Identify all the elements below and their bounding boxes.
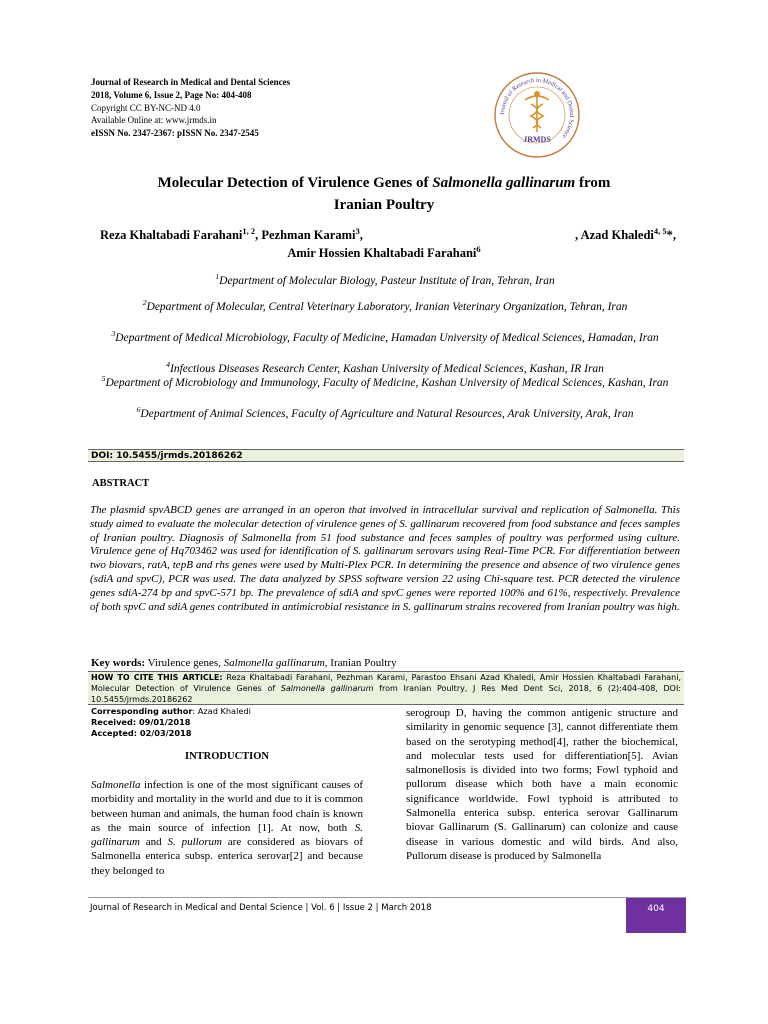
author-2: Pezhman Karami: [261, 228, 356, 242]
authors-group-1: [100, 226, 363, 244]
affil-text: Department of Microbiology and Immunology, Faculty of Medicine, Kashan University of Medical Sciences, Kashan, Iran: [105, 377, 669, 389]
affil-sup: 3: [111, 329, 116, 339]
abstract-heading: ABSTRACT: [92, 478, 150, 489]
author-4-sup: 6: [476, 243, 481, 254]
intro-right-column: serogroup D, having the common antigenic structure and similarity in genomic sequence [3], cannot differentiate them based on the serotyping method[4], rather the biochemical, and molecular tests used for differentiation[5]. Avian salmonellosis is divided into two forms; Fowl typhoid and pullorum disease which both have a main economic significance worldwide. Fowl typhoid is attributed to Salmonella enterica subsp. enterica serovar Gallinarum biovar Gallinarum (S. Gallinarum) can colonize and cause disease in various domestic and wild birds. And also, Pullorum disease is produced by Salmonella: [406, 707, 678, 862]
introduction-heading: INTRODUCTION: [184, 751, 269, 762]
page-number: 404: [626, 898, 686, 933]
author-3-pre: ,: [575, 228, 581, 242]
keyword-3: , Iranian Poultry: [324, 657, 397, 669]
logo-abbr: JRMDS: [523, 135, 551, 144]
cite-label: HOW TO CITE THIS ARTICLE:: [91, 673, 223, 682]
affil-sup: 4: [166, 360, 170, 370]
intro-italic-3: S. pullorum: [167, 836, 222, 849]
corr-value: : Azad Khaledi: [192, 706, 251, 716]
author-3-sup: 4, 5: [653, 225, 667, 236]
affiliation-6: [90, 407, 680, 422]
how-to-cite: [88, 671, 684, 705]
copyright: Copyright CC BY-NC-ND 4.0: [91, 102, 201, 113]
title-italic: Salmonella gallinarum: [432, 175, 576, 191]
affiliation-2: [90, 300, 680, 315]
journal-header: [91, 76, 290, 140]
intro-italic-2: S. gallinarum: [91, 821, 363, 849]
doi-bar[interactable]: DOI: 10.5455/jrmds.20186262: [88, 449, 684, 462]
authors-group-2: [575, 226, 676, 244]
issn: eISSN No. 2347-2367: pISSN No. 2347-2545: [91, 128, 259, 139]
affil-sup: 1: [215, 272, 220, 282]
journal-logo: [492, 70, 582, 160]
affil-sup: 6: [136, 405, 141, 415]
affil-text: Department of Animal Sciences, Faculty of Agriculture and Natural Resources, Arak University, Arak, Iran: [140, 408, 634, 420]
accepted-date: Accepted: 02/03/2018: [91, 728, 192, 738]
online-link[interactable]: Available Online at: www.jrmds.in: [91, 115, 217, 126]
author-4: Amir Hossien Khaltabadi Farahani: [287, 246, 477, 260]
title-part2: from: [575, 175, 611, 191]
affil-text: Department of Molecular Biology, Pasteur Institute of Iran, Tehran, Iran: [219, 275, 555, 287]
corresponding-author: [91, 706, 251, 717]
affil-sup: 5: [101, 374, 106, 384]
affil-text: Department of Molecular, Central Veterinary Laboratory, Iranian Veterinary Organization, Tehran, Iran: [146, 301, 628, 313]
journal-issue: 2018, Volume 6, Issue 2, Page No: 404-408: [91, 89, 252, 100]
title-part1: Molecular Detection of Virulence Genes of: [157, 175, 433, 191]
author-1-sup: 1, 2: [242, 225, 256, 236]
intro-text-1: infection is one of the most significant causes of morbidity and mortality in the world and due to it is common between human and animals, the human food chain is known as the main source of infection [1]. At now, both: [91, 779, 363, 834]
intro-italic-1: Salmonella: [91, 779, 141, 791]
affil-text: Department of Medical Microbiology, Faculty of Medicine, Hamadan University of Medical Sciences, Hamadan, Iran: [115, 332, 659, 344]
affiliation-1: [90, 274, 680, 289]
intro-left-column: [91, 778, 363, 878]
keyword-1: Virulence genes,: [145, 657, 224, 669]
logo-ring-text: Journal of Research in Medical and Dental Science: [498, 76, 576, 140]
page-footer: [88, 897, 686, 933]
intro-text-2: and: [139, 836, 168, 849]
title-line2: Iranian Poultry: [333, 197, 435, 213]
cite-italic: Salmonella gallinarum: [280, 684, 374, 693]
author-2-sup: 3: [355, 225, 360, 236]
cite-text-2: from Iranian Poultry, J Res Med Dent Sci, 2018, 6 (2):404-408, DOI: 10.5455/jrmds.20186262: [91, 684, 682, 704]
affiliation-5: [90, 376, 680, 391]
affiliation-3: [90, 331, 680, 346]
authors: [80, 226, 688, 262]
keywords: [91, 657, 397, 669]
author-2-sep: ,: [359, 228, 363, 242]
article-meta: [91, 706, 251, 739]
affil-sup: 2: [142, 298, 147, 308]
author-3-mark: *,: [666, 228, 676, 242]
corr-label: Corresponding author: [91, 706, 193, 716]
footer-text: Journal of Research in Medical and Dental Science | Vol. 6 | Issue 2 | March 2018: [90, 903, 432, 913]
keyword-2: Salmonella gallinarum: [223, 657, 325, 669]
author-3: Azad Khaledi: [580, 228, 654, 242]
journal-name: Journal of Research in Medical and Dental Sciences: [91, 77, 291, 87]
affil-text: Infectious Diseases Research Center, Kashan University of Medical Sciences, Kashan, IR Iran: [169, 363, 604, 375]
abstract-text: The plasmid spvABCD genes are arranged in an operon that involved in intracellular survival and replication of Salmonella. This study aimed to evaluate the molecular detection of virulence genes of S. gallinarum recovered from food substance and feces samples of Iranian poultry. Diagnosis of Salmonella from 51 food substance and feces samples of poultry was performed using culture. Virulence gene of Hq703462 was used for identification of S. gallinarum serovars using Real-Time PCR. For differentiation between two biovars, ratA, tepB and rhs genes were used by Multi-Plex PCR. In determining the presence and absence of two virulence genes (sdiA and spvC), PCR was used. The data analyzed by SPSS software version 22 using Chi-square test. PCR detected the virulence genes sdiA-274 bp and spvC-571 bp. The prevalence of sdiA and spvC genes were reported 100% and 61%, respectively. Prevalence of both spvC and sdiA genes contributed in antimicrobial resistance in S. gallinarum strains recovered from Iranian poultry was high.: [90, 504, 680, 613]
affiliation-4: [90, 362, 680, 377]
paper-title: [80, 172, 688, 216]
author-1: Reza Khaltabadi Farahani: [100, 228, 243, 242]
intro-text-3: are considered as biovars of Salmonella enterica subsp. enterica serovar[2] and because they belonged to: [91, 836, 363, 877]
cite-text-1: Reza Khaltabadi Farahani, Pezhman Karami, Parastoo Ehsani Azad Khaledi, Amir Hossien Khaltabadi Farahani, Molecular Detection of Virulence Genes of: [91, 673, 682, 693]
keywords-label: Key words:: [91, 657, 146, 669]
received-date: Received: 09/01/2018: [91, 717, 191, 727]
author-1-sep: ,: [255, 228, 259, 242]
